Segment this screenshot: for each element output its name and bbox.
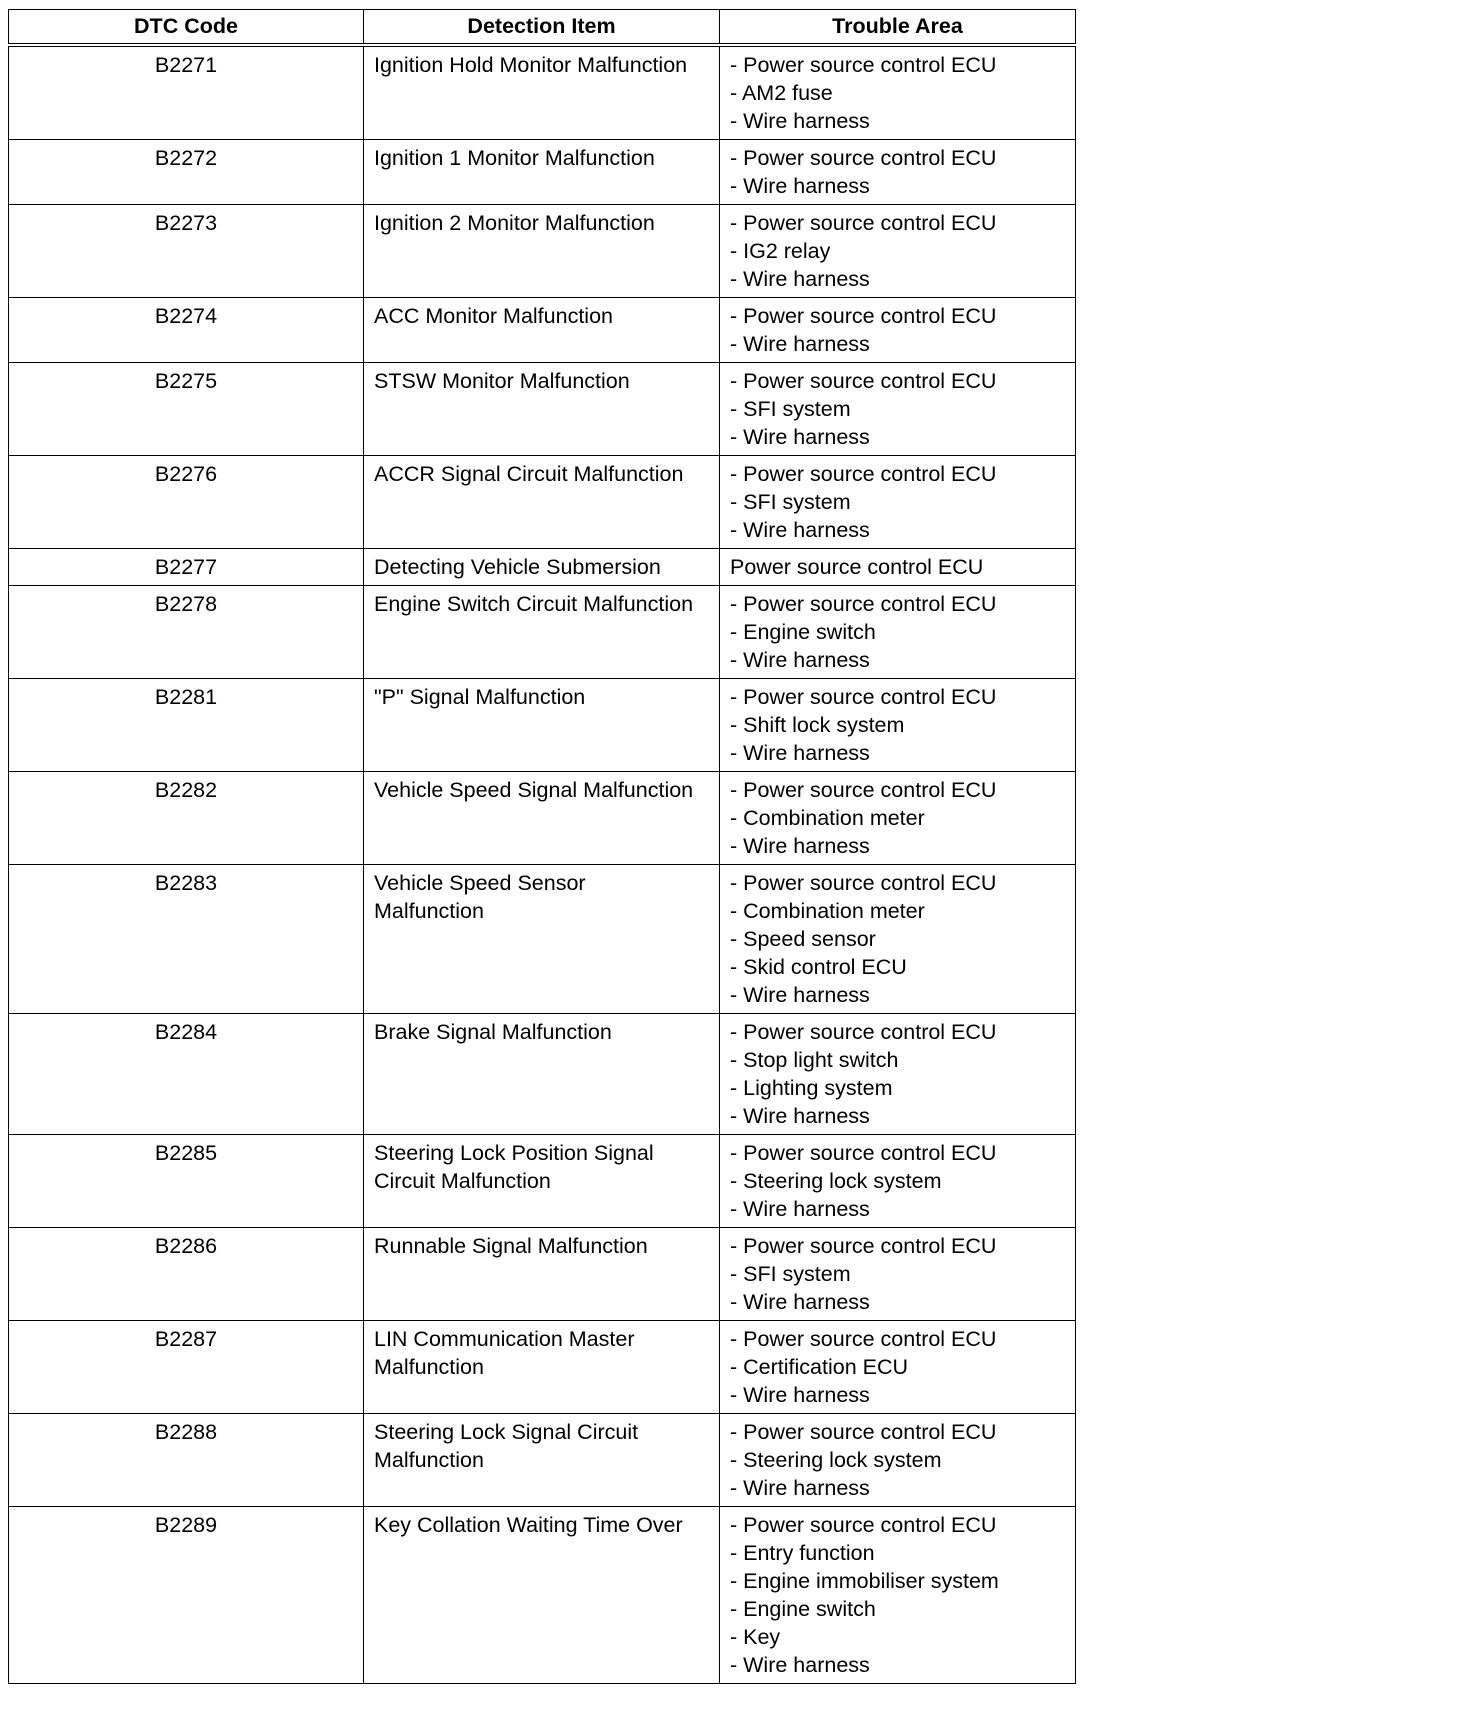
trouble-area-line: - Power source control ECU <box>730 211 997 235</box>
table-row <box>9 1228 1076 1321</box>
trouble-area-line: - Steering lock system <box>730 1169 942 1193</box>
detection-item-cell <box>364 456 720 549</box>
table-row <box>9 586 1076 679</box>
trouble-area-cell <box>720 298 1076 363</box>
trouble-area-cell <box>720 205 1076 298</box>
detection-item-line: Malfunction <box>374 1355 484 1379</box>
dtc-code-cell: B2281 <box>9 679 364 772</box>
trouble-area-cell <box>720 1228 1076 1321</box>
detection-item-cell <box>364 1414 720 1507</box>
trouble-area-line: - Power source control ECU <box>730 304 997 328</box>
trouble-area-line: - SFI system <box>730 1262 851 1286</box>
trouble-area-line: - Certification ECU <box>730 1355 909 1379</box>
trouble-area-line: - Power source control ECU <box>730 462 997 486</box>
dtc-code-cell: B2275 <box>9 363 364 456</box>
trouble-area-line: - Power source control ECU <box>730 871 997 895</box>
trouble-area-cell <box>720 772 1076 865</box>
table-row <box>9 1414 1076 1507</box>
dtc-code-cell: B2287 <box>9 1321 364 1414</box>
trouble-area-line: - Wire harness <box>730 332 870 356</box>
table-row <box>9 205 1076 298</box>
trouble-area-line: - Power source control ECU <box>730 1327 997 1351</box>
trouble-area-cell <box>720 45 1076 140</box>
trouble-area-line: - Wire harness <box>730 983 870 1007</box>
trouble-area-line: - Power source control ECU <box>730 1141 997 1165</box>
dtc-code-cell: B2272 <box>9 140 364 205</box>
trouble-area-cell <box>720 865 1076 1014</box>
table-row <box>9 679 1076 772</box>
dtc-code-cell: B2277 <box>9 549 364 586</box>
table-row <box>9 456 1076 549</box>
trouble-area-cell <box>720 1507 1076 1684</box>
detection-item-line: Vehicle Speed Signal Malfunction <box>374 778 694 802</box>
trouble-area-line: - Wire harness <box>730 1290 870 1314</box>
table-row <box>9 1507 1076 1684</box>
trouble-area-line: - Wire harness <box>730 518 870 542</box>
trouble-area-cell <box>720 679 1076 772</box>
trouble-area-line: - SFI system <box>730 490 851 514</box>
trouble-area-line: - Power source control ECU <box>730 1020 997 1044</box>
table-body <box>9 45 1076 1684</box>
trouble-area-cell <box>720 1014 1076 1135</box>
trouble-area-line: - Wire harness <box>730 834 870 858</box>
dtc-code-cell: B2278 <box>9 586 364 679</box>
detection-item-line: STSW Monitor Malfunction <box>374 369 630 393</box>
trouble-area-cell <box>720 586 1076 679</box>
trouble-area-line: - Steering lock system <box>730 1448 942 1472</box>
dtc-code-cell: B2276 <box>9 456 364 549</box>
detection-item-cell <box>364 140 720 205</box>
header-detection-item: Detection Item <box>364 10 720 46</box>
trouble-area-cell <box>720 1135 1076 1228</box>
trouble-area-cell <box>720 456 1076 549</box>
dtc-table <box>8 9 1076 1684</box>
detection-item-line: "P" Signal Malfunction <box>374 685 586 709</box>
trouble-area-line: - Combination meter <box>730 899 925 923</box>
trouble-area-line: Power source control ECU <box>730 555 984 579</box>
trouble-area-line: - Power source control ECU <box>730 1234 997 1258</box>
dtc-code-cell: B2284 <box>9 1014 364 1135</box>
trouble-area-line: - Key <box>730 1625 781 1649</box>
detection-item-cell <box>364 298 720 363</box>
trouble-area-cell <box>720 1321 1076 1414</box>
dtc-code-cell: B2285 <box>9 1135 364 1228</box>
trouble-area-line: - Wire harness <box>730 1104 870 1128</box>
detection-item-cell <box>364 1507 720 1684</box>
trouble-area-line: - Power source control ECU <box>730 146 997 170</box>
trouble-area-line: - Wire harness <box>730 1653 870 1677</box>
trouble-area-line: - Wire harness <box>730 109 870 133</box>
detection-item-cell <box>364 1135 720 1228</box>
trouble-area-line: - Combination meter <box>730 806 925 830</box>
trouble-area-line: - Wire harness <box>730 741 870 765</box>
table-row <box>9 1321 1076 1414</box>
detection-item-line: Ignition 1 Monitor Malfunction <box>374 146 655 170</box>
trouble-area-cell <box>720 1414 1076 1507</box>
trouble-area-line: - Shift lock system <box>730 713 905 737</box>
trouble-area-line: - Wire harness <box>730 267 870 291</box>
trouble-area-line: - Wire harness <box>730 174 870 198</box>
header-dtc-code: DTC Code <box>9 10 364 46</box>
trouble-area-line: - Power source control ECU <box>730 592 997 616</box>
dtc-code-cell: B2282 <box>9 772 364 865</box>
dtc-code-cell: B2289 <box>9 1507 364 1684</box>
detection-item-line: Ignition 2 Monitor Malfunction <box>374 211 655 235</box>
trouble-area-line: - Engine immobiliser system <box>730 1569 999 1593</box>
detection-item-cell <box>364 549 720 586</box>
trouble-area-cell <box>720 363 1076 456</box>
dtc-code-cell: B2283 <box>9 865 364 1014</box>
detection-item-cell <box>364 363 720 456</box>
trouble-area-line: - Power source control ECU <box>730 685 997 709</box>
detection-item-cell <box>364 1014 720 1135</box>
table-row <box>9 1135 1076 1228</box>
table-row <box>9 865 1076 1014</box>
detection-item-line: Circuit Malfunction <box>374 1169 551 1193</box>
detection-item-cell <box>364 45 720 140</box>
detection-item-line: LIN Communication Master <box>374 1327 635 1351</box>
trouble-area-line: - Skid control ECU <box>730 955 907 979</box>
detection-item-cell <box>364 772 720 865</box>
dtc-code-cell: B2288 <box>9 1414 364 1507</box>
detection-item-line: Brake Signal Malfunction <box>374 1020 612 1044</box>
trouble-area-line: - Power source control ECU <box>730 778 997 802</box>
trouble-area-line: - Wire harness <box>730 1383 870 1407</box>
detection-item-line: Steering Lock Position Signal <box>374 1141 654 1165</box>
trouble-area-line: - IG2 relay <box>730 239 831 263</box>
table-row <box>9 772 1076 865</box>
table-row <box>9 363 1076 456</box>
detection-item-line: Vehicle Speed Sensor <box>374 871 586 895</box>
detection-item-cell <box>364 679 720 772</box>
table-row <box>9 140 1076 205</box>
detection-item-cell <box>364 1321 720 1414</box>
trouble-area-cell <box>720 549 1076 586</box>
trouble-area-line: - Wire harness <box>730 1197 870 1221</box>
trouble-area-line: - Power source control ECU <box>730 1420 997 1444</box>
table-row <box>9 45 1076 140</box>
detection-item-line: Detecting Vehicle Submersion <box>374 555 661 579</box>
table-row <box>9 1014 1076 1135</box>
dtc-code-cell: B2274 <box>9 298 364 363</box>
table-row <box>9 298 1076 363</box>
detection-item-line: Ignition Hold Monitor Malfunction <box>374 53 688 77</box>
detection-item-line: ACCR Signal Circuit Malfunction <box>374 462 684 486</box>
detection-item-line: Engine Switch Circuit Malfunction <box>374 592 694 616</box>
trouble-area-line: - Power source control ECU <box>730 369 997 393</box>
trouble-area-line: - AM2 fuse <box>730 81 833 105</box>
table-row <box>9 549 1076 586</box>
trouble-area-line: - Speed sensor <box>730 927 876 951</box>
detection-item-line: ACC Monitor Malfunction <box>374 304 613 328</box>
detection-item-line: Malfunction <box>374 899 484 923</box>
detection-item-cell <box>364 1228 720 1321</box>
trouble-area-line: - Wire harness <box>730 425 870 449</box>
trouble-area-line: - Entry function <box>730 1541 875 1565</box>
table-header-row <box>9 10 1076 46</box>
dtc-code-cell: B2271 <box>9 45 364 140</box>
detection-item-cell <box>364 586 720 679</box>
detection-item-cell <box>364 205 720 298</box>
detection-item-line: Runnable Signal Malfunction <box>374 1234 648 1258</box>
trouble-area-line: - Engine switch <box>730 1597 876 1621</box>
dtc-code-cell: B2273 <box>9 205 364 298</box>
trouble-area-line: - Wire harness <box>730 1476 870 1500</box>
trouble-area-line: - Power source control ECU <box>730 53 997 77</box>
trouble-area-line: - Wire harness <box>730 648 870 672</box>
trouble-area-line: - Stop light switch <box>730 1048 899 1072</box>
trouble-area-line: - Lighting system <box>730 1076 893 1100</box>
detection-item-line: Key Collation Waiting Time Over <box>374 1513 683 1537</box>
trouble-area-line: - Engine switch <box>730 620 876 644</box>
header-trouble-area: Trouble Area <box>720 10 1076 46</box>
trouble-area-line: - SFI system <box>730 397 851 421</box>
trouble-area-line: - Power source control ECU <box>730 1513 997 1537</box>
trouble-area-cell <box>720 140 1076 205</box>
detection-item-line: Steering Lock Signal Circuit <box>374 1420 639 1444</box>
dtc-code-cell: B2286 <box>9 1228 364 1321</box>
detection-item-cell <box>364 865 720 1014</box>
detection-item-line: Malfunction <box>374 1448 484 1472</box>
